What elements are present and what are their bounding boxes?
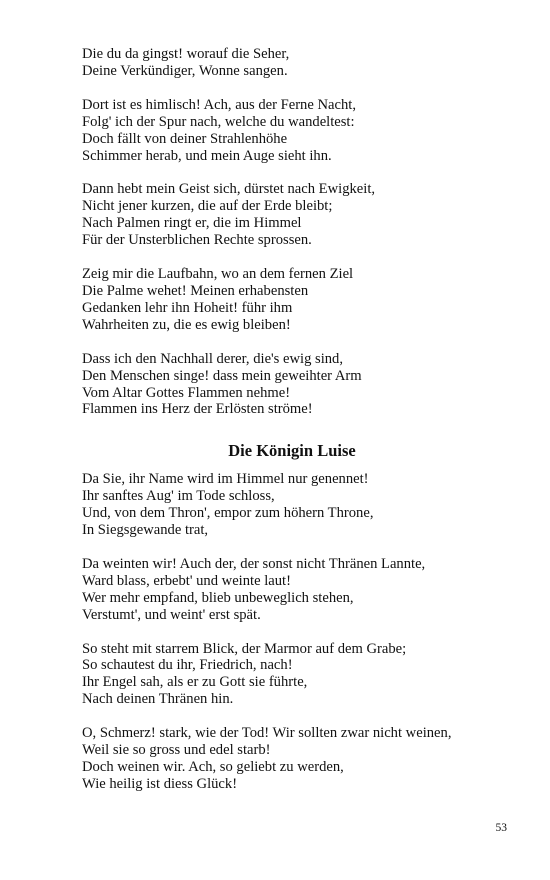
verse-line: Da Sie, ihr Name wird im Himmel nur genennet! [82, 471, 369, 488]
verse-line: Nicht jener kurzen, die auf der Erde bleibt; [82, 198, 333, 215]
verse-line: Vom Altar Gottes Flammen nehme! [82, 384, 291, 401]
verse-line: Ward blass, erbebt' und weinte laut! [82, 572, 291, 589]
verse-line: Weil sie so gross und edel starb! [82, 742, 271, 759]
verse-line: Ihr Engel sah, als er zu Gott sie führte, [82, 674, 308, 691]
page-number: 53 [495, 822, 507, 834]
verse-line: Wer mehr empfand, blieb unbeweglich stehen, [82, 589, 354, 606]
verse-line: Folg' ich der Spur nach, welche du wandeltest: [82, 113, 355, 130]
verse-line: Wahrheiten zu, die es ewig bleiben! [82, 316, 291, 333]
stanza [82, 641, 502, 709]
verse-line: Ihr sanftes Aug' im Tode schloss, [82, 488, 275, 505]
verse-line: Flammen ins Herz der Erlösten ströme! [82, 401, 313, 418]
verse-line: Und, von dem Thron', empor zum höhern Throne, [82, 505, 374, 522]
stanza [82, 46, 502, 80]
poem-title: Die Königin Luise [228, 441, 356, 461]
verse-line: Zeig mir die Laufbahn, wo an dem fernen Ziel [82, 266, 354, 283]
verse-line: Die du da gingst! worauf die Seher, [82, 46, 290, 62]
poem-koenigin-luise [82, 471, 502, 793]
verse-line: Wie heilig ist diess Glück! [82, 775, 238, 792]
verse-line: O, Schmerz! stark, wie der Tod! Wir sollten zwar nicht weinen, [82, 725, 452, 742]
verse-line: Dann hebt mein Geist sich, dürstet nach Ewigkeit, [82, 181, 376, 198]
verse-line: Nach deinen Thränen hin. [82, 691, 234, 708]
stanza [82, 266, 502, 334]
verse-line: Nach Palmen ringt er, die im Himmel [82, 215, 302, 232]
verse-line: Schimmer herab, und mein Auge sieht ihn. [82, 147, 332, 164]
verse-line: Den Menschen singe! dass mein geweihter Arm [82, 367, 362, 384]
stanza [82, 725, 502, 793]
stanza [82, 181, 502, 249]
poem-continued [82, 46, 502, 418]
stanza [82, 351, 502, 419]
verse-line: Dass ich den Nachhall derer, die's ewig sind, [82, 350, 344, 367]
stanza [82, 97, 502, 165]
stanza [82, 471, 502, 539]
verse-line: Da weinten wir! Auch der, der sonst nicht Thränen Lannte, [82, 555, 426, 572]
stanza [82, 556, 502, 624]
verse-line: So steht mit starrem Blick, der Marmor auf dem Grabe; [82, 640, 407, 657]
verse-line: Verstumt', und weint' erst spät. [82, 606, 261, 623]
page-body [82, 46, 502, 810]
verse-line: Für der Unsterblichen Rechte sprossen. [82, 232, 312, 249]
verse-line: In Siegsgewande trat, [82, 522, 209, 539]
verse-line: So schautest du ihr, Friedrich, nach! [82, 657, 293, 674]
verse-line: Deine Verkündiger, Wonne sangen. [82, 62, 288, 79]
verse-line: Die Palme wehet! Meinen erhabensten [82, 282, 309, 299]
verse-line: Gedanken lehr ihn Hoheit! führ ihm [82, 299, 293, 316]
verse-line: Dort ist es himlisch! Ach, aus der Ferne Nacht, [82, 96, 356, 113]
verse-line: Doch weinen wir. Ach, so geliebt zu werden, [82, 759, 344, 775]
verse-line: Doch fällt von deiner Strahlenhöhe [82, 130, 288, 147]
